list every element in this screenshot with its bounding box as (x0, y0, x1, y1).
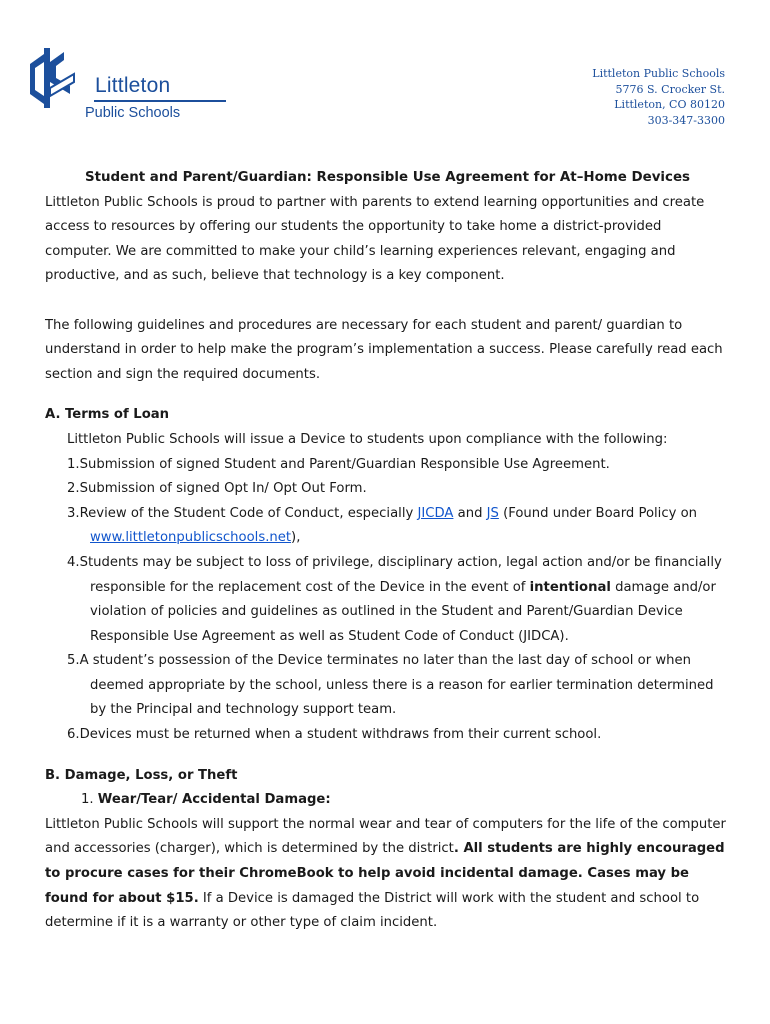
list-item: 3.Review of the Student Code of Conduct, especially JICDA and JS (Found under Board Policy on www.littletonpublicschools.net), (45, 502, 730, 551)
section-b-heading: B. Damage, Loss, or Theft (45, 767, 238, 783)
section-a-heading: A. Terms of Loan (45, 407, 170, 423)
list-number: 3. (67, 505, 80, 521)
intro-paragraph-1: Littleton Public Schools is proud to partner with parents to extend learning opportunities and create access to resources by offering our students the opportunity to take home a district-provided computer. We are committed to make your child’s learning experiences relevant, engaging and productive, and as such, believe that technology is a key component. (45, 194, 705, 284)
list-item (45, 723, 730, 748)
address-name: Littleton Public Schools (592, 67, 725, 80)
list-item (45, 453, 730, 478)
list-number: 6. (67, 727, 80, 743)
list-number: 5. (67, 653, 80, 669)
emphasis-text: . All students are highly encouraged to procure cases for their ChromeBook to help avoid incidental damage. Cases may be found for about $15. (45, 841, 725, 906)
list-item (45, 477, 730, 502)
list-item-text: Submission of signed Opt In/ Opt Out Form. (79, 481, 367, 497)
document-body (45, 166, 730, 936)
list-item-text: Devices must be returned when a student withdraws from their current school. (79, 727, 602, 743)
district-logo (30, 44, 205, 134)
js-link[interactable]: JS (486, 505, 499, 521)
address-street: 5776 S. Crocker St. (615, 82, 725, 96)
address-city: Littleton, CO 80120 (614, 98, 725, 111)
district-website-link[interactable]: www.littletonpublicschools.net (90, 530, 292, 546)
emphasis-text: intentional (529, 579, 611, 595)
list-number: 4. (67, 554, 80, 570)
logo-subtitle: Public Schools (85, 105, 181, 121)
list-item (45, 649, 730, 723)
list-item-text: Submission of signed Student and Parent/Guardian Responsible Use Agreement. (79, 456, 610, 472)
list-number: 2. (67, 481, 80, 497)
list-number: 1. (67, 456, 80, 472)
subsection-number: 1. (81, 792, 94, 808)
subsection-title: Wear/Tear/ Accidental Damage: (97, 792, 331, 808)
jicda-link[interactable]: JICDA (417, 505, 454, 521)
logo-wordmark: Littleton (95, 74, 171, 97)
logo-divider (94, 100, 226, 102)
loan-terms-list (45, 453, 730, 748)
address-phone: 303-347-3300 (647, 113, 725, 127)
list-item-text: A student’s possession of the Device terminates no later than the last day of school or when deemed appropriate by the school, unless there is a reason for earlier termination determined by the Principal and technology support team. (79, 653, 714, 718)
damage-paragraph: Littleton Public Schools will support the normal wear and tear of computers for the life of the computer and accessories (charger), which is determined by the district. All students are highly encouraged to procure cases for their ChromeBook to help avoid incidental damage. Cases may be found for about $15. If a Device is damaged the District will work with the student and school to determine if it is a warranty or other type of claim incident. (45, 816, 726, 931)
subsection-heading (45, 788, 730, 813)
address-block (592, 66, 725, 128)
document-title: Student and Parent/Guardian: Responsible Use Agreement for At–Home Devices (84, 170, 691, 185)
section-a-lead: Littleton Public Schools will issue a Device to students upon compliance with the following: (67, 431, 668, 447)
intro-paragraph-2: The following guidelines and procedures are necessary for each student and parent/ guardian to understand in order to help make the program’s implementation a success. Please carefully read each section and sign the required documents. (45, 317, 723, 382)
list-item: 4.Students may be subject to loss of privilege, disciplinary action, legal action and/or be financially responsible for the replacement cost of the Device in the event of intentional damage and/or violation of policies and guidelines as outlined in the Student and Parent/Guardian Device Responsible Use Agreement as well as Student Code of Conduct (JIDCA). (45, 551, 730, 649)
logo-mark-icon (30, 48, 78, 108)
